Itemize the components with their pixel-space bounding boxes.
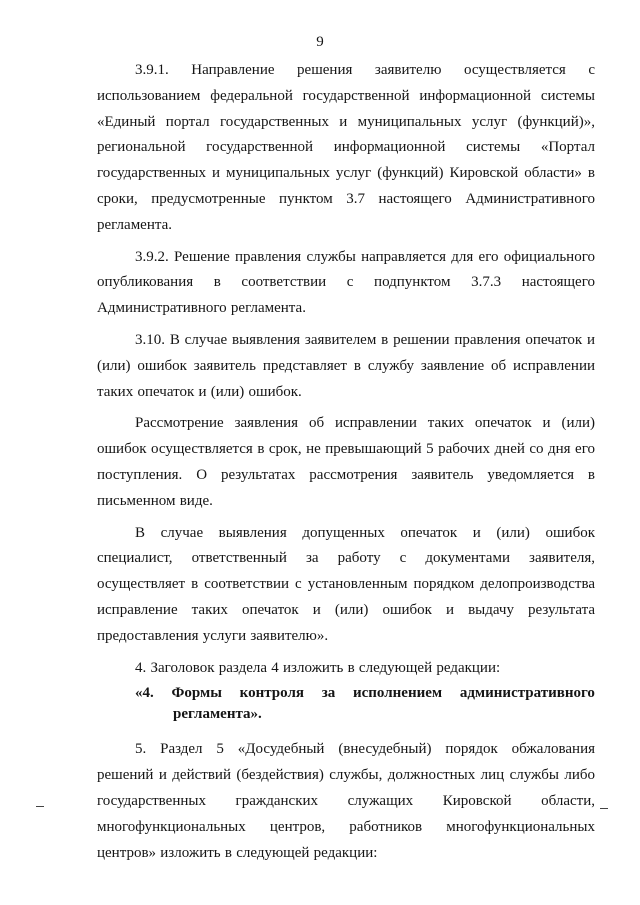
heading-word: исполнением: [352, 685, 443, 702]
section-4-heading-line2: регламента».: [173, 706, 262, 723]
section-4-heading-line1: [135, 683, 595, 704]
paragraph-correction: В случае выявления допущенных опечаток и (или) ошибок специалист, ответственный за работу с документами заявителя, осуществляет в соответствии с установленным порядком делопроизводства исправление таких опечаток и (или) ошибок и выдачу результата предоставления услуги заявителю».: [97, 524, 595, 644]
page-number: 9: [316, 34, 324, 50]
paragraph-review: Рассмотрение заявления об исправлении таких опечаток и (или) ошибок осуществляется в срок, не превышающий 5 рабочих дней со дня его поступления. О результатах рассмотрения заявитель уведомляется в письменном виде.: [97, 415, 595, 509]
paragraph-3-9-2: 3.9.2. Решение правления службы направляется для его официального опубликования в соответствии с подпунктом 3.7.3 настоящего Административного регламента.: [97, 248, 595, 317]
section-4-heading: [97, 683, 595, 725]
paragraph-3-9-1: 3.9.1. Направление решения заявителю осуществляется с использованием федеральной государственной информационной системы «Единый портал государственных и муниципальных услуг (функций)», региональной государственной информационной системы «Портал государственных и муниципальных услуг (функций) Кировской области» в сроки, предусмотренные пунктом 3.7 настоящего Административного регламента.: [97, 62, 595, 233]
heading-word: административного: [459, 685, 595, 702]
margin-mark-left: [36, 806, 44, 807]
heading-word: за: [321, 685, 336, 702]
margin-mark-right: [600, 808, 608, 809]
heading-word: контроля: [239, 685, 304, 702]
paragraph-item-4: 4. Заголовок раздела 4 изложить в следующей редакции:: [135, 659, 501, 676]
heading-word: «4.: [135, 685, 154, 702]
paragraph-3-10: 3.10. В случае выявления заявителем в решении правления опечаток и (или) ошибок заявитель представляет в службу заявление об исправлении таких опечаток и (или) ошибок.: [97, 331, 595, 400]
paragraph-item-5: 5. Раздел 5 «Досудебный (внесудебный) порядок обжалования решений и действий (бездействия) службы, должностных лиц службы либо государственных гражданских служащих Кировской области, многофункциональных центров, работников многофункциональных центров» изложить в следующей редакции:: [97, 741, 595, 861]
document-body: [97, 58, 595, 866]
heading-word: Формы: [171, 685, 222, 702]
